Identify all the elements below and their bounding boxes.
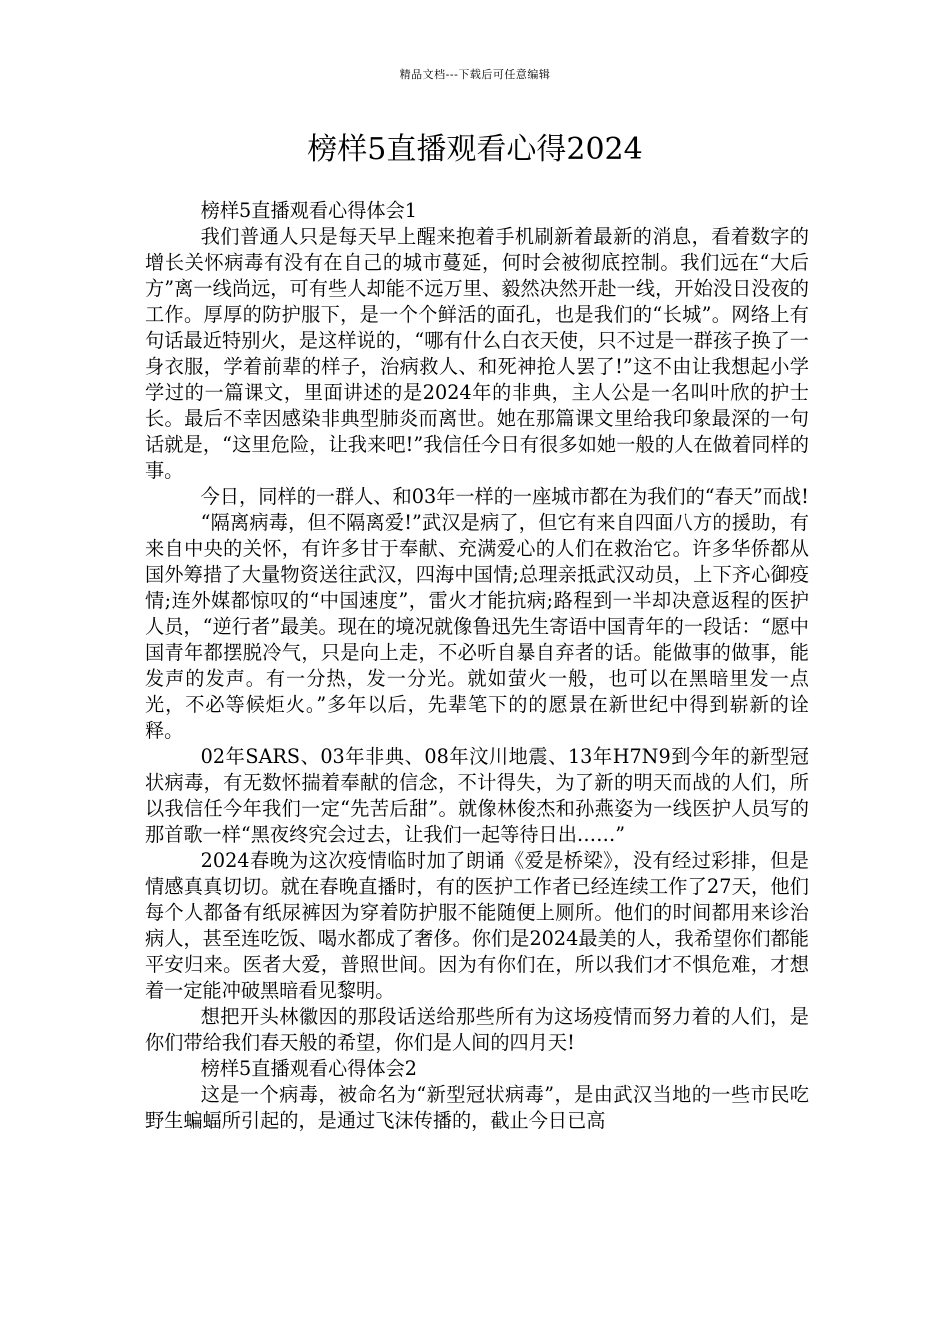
paragraph: 这是一个病毒，被命名为“新型冠状病毒”，是由武汉当地的一些市民吃野生蝙蝠所引起的，是通过飞沫传播的，截止今日已高 [145, 1083, 809, 1132]
paragraph: 我们普通人只是每天早上醒来抱着手机刷新着最新的消息，看着数字的增长关怀病毒有没有在自己的城市蔓延，何时会被彻底控制。我们远在“大后方”离一线尚远，可有些人却能不远万里、毅然决然开赴一线，开始没日没夜的工作。厚厚的防护服下，是一个个鲜活的面孔，也是我们的“长城”。网络上有句话最近特别火，是这样说的，“哪有什么白衣天使，只不过是一群孩子换了一身衣服，学着前辈的样子，治病救人、和死神抢人罢了!”这不由让我想起小学学过的一篇课文，里面讲述的是2024年的非典，主人公是一名叫叶欣的护士长。最后不幸因感染非典型肺炎而离世。她在那篇课文里给我印象最深的一句话就是，“这里危险，让我来吧!”我信任今日有很多如她一般的人在做着同样的事。 [145, 225, 809, 482]
document-title: 榜样5直播观看心得2024 [307, 132, 643, 167]
page-header: 精品文档---下载后可任意编辑 [399, 68, 551, 81]
paragraph: 想把开头林徽因的那段话送给那些所有为这场疫情而努力着的人们，是你们带给我们春天般的希望，你们是人间的四月天! [145, 1005, 809, 1054]
paragraph: “隔离病毒，但不隔离爱!”武汉是病了，但它有来自四面八方的援助，有来自中央的关怀，有许多甘于奉献、充满爱心的人们在救治它。许多华侨都从国外筹措了大量物资送往武汉，四海中国情;总理亲抵武汉动员，上下齐心御疫情;连外媒都惊叹的“中国速度”，雷火才能抗病;路程到一半却决意返程的医护人员，“逆行者”最美。现在的境况就像鲁迅先生寄语中国青年的一段话：“愿中国青年都摆脱冷气，只是向上走，不必听自暴自弃者的话。能做事的做事，能发声的发声。有一分热，发一分光。就如萤火一般，也可以在黑暗里发一点光，不必等候炬火。”多年以后，先辈笔下的的愿景在新世纪中得到崭新的诠释。 [145, 511, 809, 742]
paragraph: 2024春晚为这次疫情临时加了朗诵《爱是桥梁》，没有经过彩排，但是情感真真切切。就在春晚直播时，有的医护工作者已经连续工作了27天，他们每个人都备有纸尿裤因为穿着防护服不能随便上厕所。他们的时间都用来诊治病人，甚至连吃饭、喝水都成了奢侈。你们是2024最美的人，我希望你们都能平安归来。医者大爱，普照世间。因为有你们在，所以我们才不惧危难，才想着一定能冲破黑暗看见黎明。 [145, 849, 809, 1002]
paragraph: 今日，同样的一群人、和03年一样的一座城市都在为我们的“春天”而战! [200, 485, 809, 508]
paragraph: 02年SARS、03年非典、08年汶川地震、13年H7N9到今年的新型冠状病毒，有无数怀揣着奉献的信念，不计得失，为了新的明天而战的人们，所以我信任今年我们一定“先苦后甜”。就像林俊杰和孙燕姿为一线医护人员写的那首歌一样“黑夜终究会过去，让我们一起等待日出……” [145, 745, 809, 846]
document-body [145, 198, 809, 1134]
section-heading-1: 榜样5直播观看心得体会1 [200, 199, 417, 222]
section-heading-2: 榜样5直播观看心得体会2 [200, 1057, 417, 1080]
